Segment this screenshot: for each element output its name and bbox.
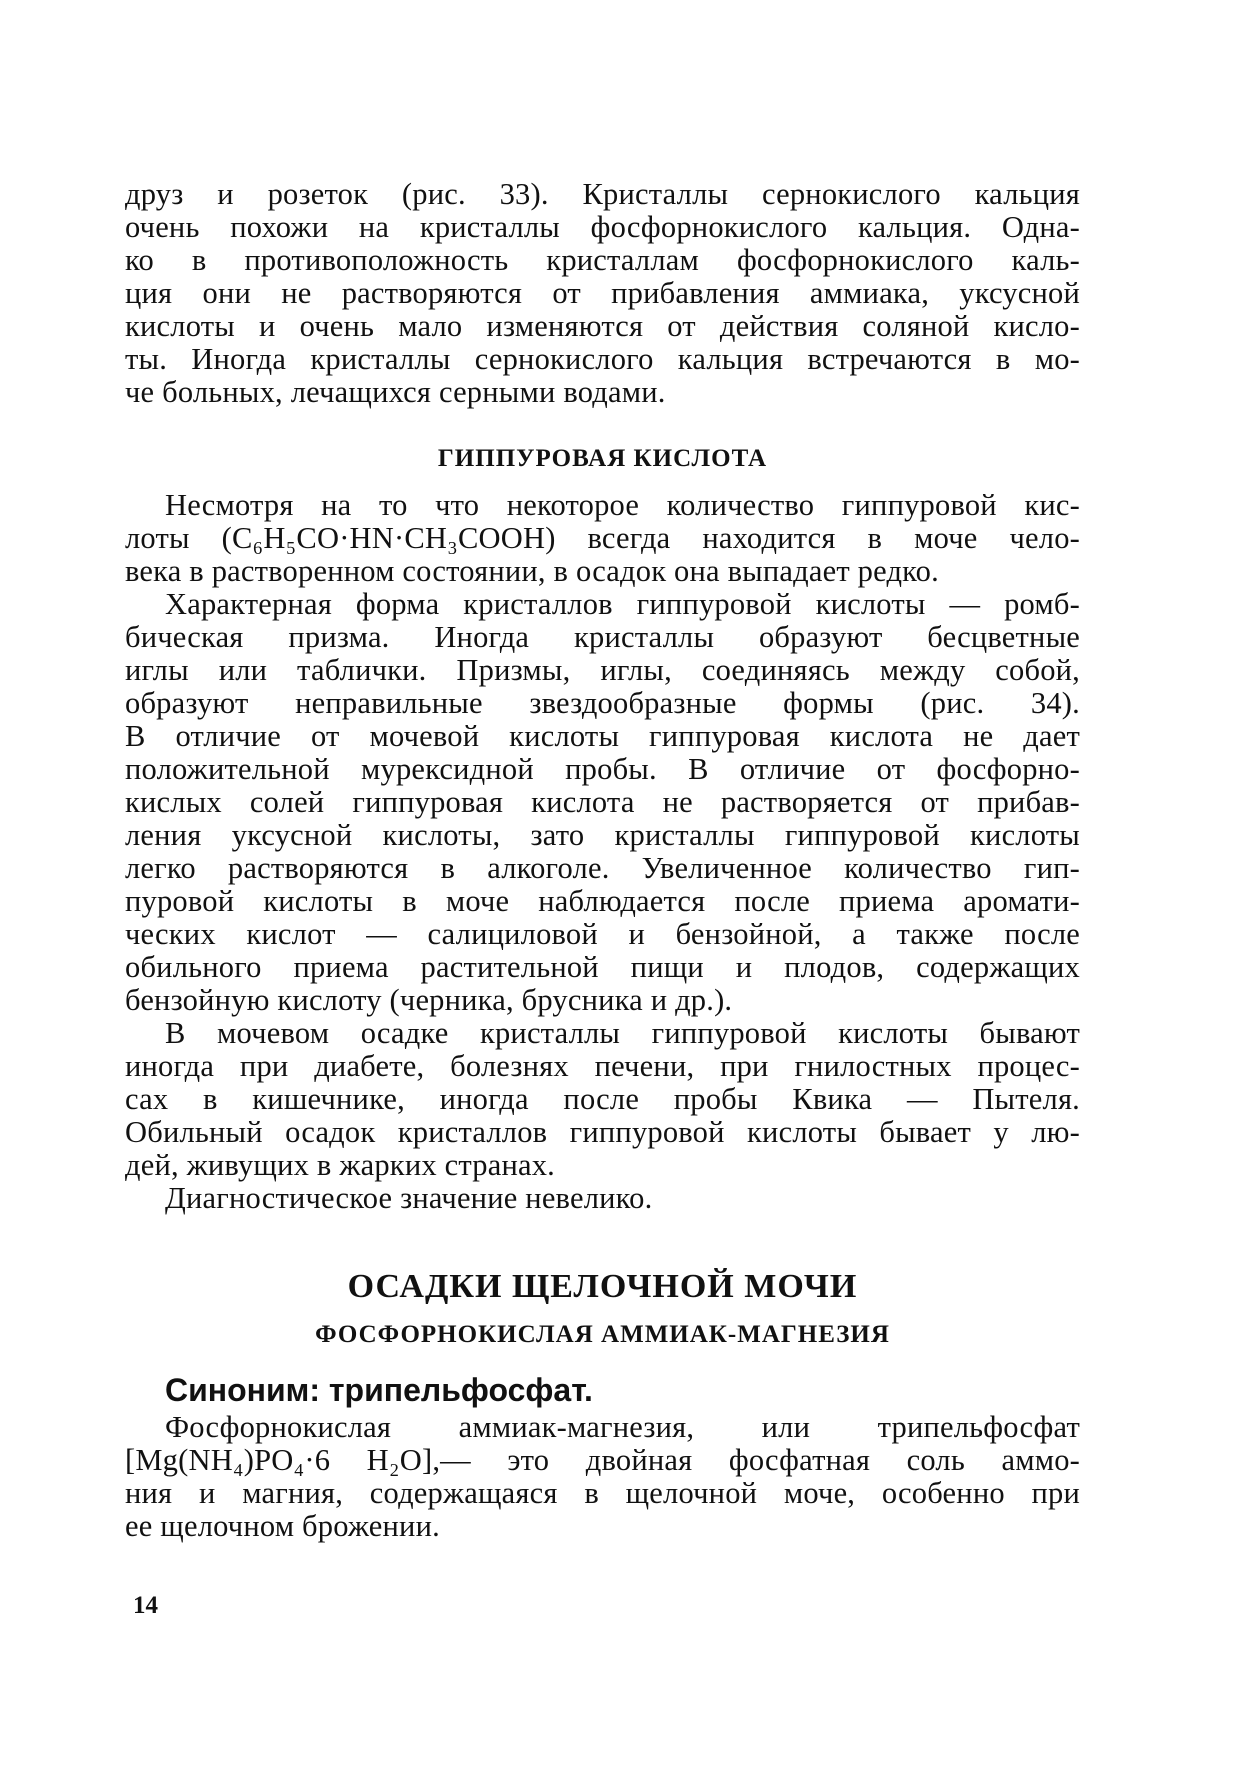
- paragraph-hippuric-1: [125, 489, 1080, 588]
- text-line: образуют неправильные звездообразные формы (рис. 34).: [125, 686, 1080, 720]
- text-line: ты. Иногда кристаллы сернокислого кальция встречаются в мо-: [125, 342, 1080, 376]
- text-line: очень похожи на кристаллы фосфорнокислого кальция. Одна-: [125, 210, 1080, 244]
- text-line: че больных, лечащихся серными водами.: [125, 375, 666, 409]
- paragraph-hippuric-3: [125, 1017, 1080, 1182]
- text-line: бическая призма. Иногда кристаллы образуют бесцветные: [125, 620, 1080, 654]
- text-line: Фосфорнокислая аммиак-магнезия, или трипельфосфат: [165, 1410, 1080, 1444]
- text-line: иглы или таблички. Призмы, иглы, соединяясь между собой,: [125, 653, 1080, 687]
- text-line: легко растворяются в алкоголе. Увеличенное количество гип-: [125, 851, 1080, 885]
- text-line: ния и магния, содержащаяся в щелочной моче, особенно при: [125, 1476, 1080, 1510]
- text-line: кислоты и очень мало изменяются от действия соляной кисло-: [125, 309, 1080, 343]
- text-line: [Mg(NH₄)PO₄·6 H₂O],— это двойная фосфатная соль аммо-: [125, 1443, 1080, 1477]
- chapter-title-alkaline-sediments: ОСАДКИ ЩЕЛОЧНОЙ МОЧИ: [347, 1268, 858, 1305]
- subsection-title-triple-phosphate: ФОСФОРНОКИСЛАЯ АММИАК-МАГНЕЗИЯ: [315, 1321, 890, 1348]
- text-line: Характерная форма кристаллов гиппуровой кислоты — ромб-: [165, 587, 1080, 621]
- text-line: Диагностическое значение невелико.: [165, 1181, 653, 1215]
- text-line: сах в кишечнике, иногда после пробы Квика — Пытеля.: [125, 1082, 1080, 1116]
- text-line: бензойную кислоту (черника, брусника и др.).: [125, 983, 733, 1017]
- text-line: обильного приема растительной пищи и плодов, содержащих: [125, 950, 1080, 984]
- text-line: века в растворенном состоянии, в осадок она выпадает редко.: [125, 554, 939, 588]
- paragraph-hippuric-4: [125, 1182, 1080, 1215]
- text-line: пуровой кислоты в моче наблюдается после приема аромати-: [125, 884, 1080, 918]
- text-line: Несмотря на то что некоторое количество гиппуровой кис-: [165, 488, 1080, 522]
- section-title-hippuric-acid: ГИППУРОВАЯ КИСЛОТА: [437, 445, 768, 472]
- text-line: В мочевом осадке кристаллы гиппуровой кислоты бывают: [165, 1016, 1080, 1050]
- page-body: [125, 178, 1080, 1543]
- paragraph-hippuric-2: [125, 588, 1080, 1017]
- text-line: друз и розеток (рис. 33). Кристаллы сернокислого кальция: [125, 177, 1080, 211]
- text-line: ее щелочном брожении.: [125, 1509, 440, 1543]
- paragraph-triple-phosphate: [125, 1411, 1080, 1543]
- text-line: иногда при диабете, болезнях печени, при гнилостных процес-: [125, 1049, 1080, 1083]
- synonym-line: Синоним: трипельфосфат.: [165, 1372, 593, 1408]
- text-line: ция они не растворяются от прибавления аммиака, уксусной: [125, 276, 1080, 310]
- paragraph-intro: [125, 178, 1080, 409]
- text-line: В отличие от мочевой кислоты гиппуровая кислота не дает: [125, 719, 1080, 753]
- text-line: Обильный осадок кристаллов гиппуровой кислоты бывает у лю-: [125, 1115, 1080, 1149]
- text-line: кислых солей гиппуровая кислота не растворяется от прибав-: [125, 785, 1080, 819]
- page-number: 14: [133, 1592, 158, 1619]
- text-line: ческих кислот — салициловой и бензойной, а также после: [125, 917, 1080, 951]
- text-line: ления уксусной кислоты, зато кристаллы гиппуровой кислоты: [125, 818, 1080, 852]
- text-line: положительной мурексидной пробы. В отличие от фосфорно-: [125, 752, 1080, 786]
- text-line: ко в противоположность кристаллам фосфорнокислого каль-: [125, 243, 1080, 277]
- text-line: дей, живущих в жарких странах.: [125, 1148, 555, 1182]
- text-line: лоты (C₆H₅CO·HN·CH₃COOH) всегда находится в моче чело-: [125, 521, 1080, 555]
